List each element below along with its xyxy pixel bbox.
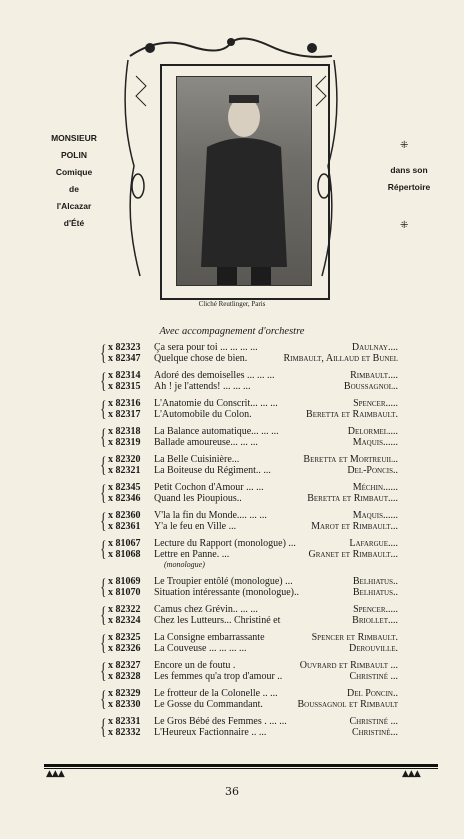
artist-name: Boussagnol.. — [343, 381, 398, 392]
record-number: x 82322 — [108, 604, 141, 615]
artist-name: Ouvrard et Rimbault ... — [299, 660, 398, 671]
artist-name: Rimbault, Aillaud et Bunel — [283, 353, 398, 364]
brace-icon: { — [100, 508, 107, 533]
record-row — [108, 398, 398, 409]
record-number: x 81068 — [108, 549, 141, 560]
record-row — [108, 370, 398, 381]
artist-name: Lafargue.... — [349, 538, 398, 549]
record-number: x 82318 — [108, 426, 141, 437]
left-line: d'Été — [63, 218, 85, 228]
song-title: L'Anatomie du Conscrit... ... ... — [154, 398, 278, 409]
record-row — [108, 671, 398, 682]
brace-icon: { — [100, 574, 107, 599]
record-row — [108, 615, 398, 626]
artist-name: Rimbault.... — [350, 370, 398, 381]
left-line: de — [69, 184, 79, 194]
song-title: Ballade amoureuse... ... ... — [154, 437, 258, 448]
record-row — [108, 409, 398, 420]
record-number: x 82324 — [108, 615, 141, 626]
song-title: Ça sera pour toi ... ... ... ... — [154, 342, 258, 353]
record-number: x 82361 — [108, 521, 141, 532]
record-row — [108, 437, 398, 448]
record-pair — [98, 688, 398, 710]
right-line: dans son — [390, 165, 428, 175]
record-row — [108, 538, 398, 549]
record-number: x 82317 — [108, 409, 141, 420]
right-line: Répertoire — [387, 182, 431, 192]
song-title: Lecture du Rapport (monologue) ... — [154, 538, 296, 549]
footer-rule — [44, 768, 438, 769]
record-row — [108, 632, 398, 643]
artist-name: Beretta et Raimbault. — [306, 409, 398, 420]
record-number: x 82347 — [108, 353, 141, 364]
song-title: La Couveuse ... ... ... ... — [154, 643, 247, 654]
record-row — [108, 716, 398, 727]
record-pair — [98, 426, 398, 448]
record-number: x 82331 — [108, 716, 141, 727]
record-pair — [98, 454, 398, 476]
song-title: Ah ! je l'attends! ... ... ... — [154, 381, 251, 392]
brace-icon: { — [100, 340, 107, 365]
song-title: La Balance automatique... ... ... — [154, 426, 279, 437]
song-title: Quelque chose de bien. — [154, 353, 248, 364]
record-row — [108, 688, 398, 699]
ornament-icon: ⁜ — [400, 220, 409, 231]
record-number: x 82320 — [108, 454, 141, 465]
brace-icon: { — [100, 686, 107, 711]
record-pair — [98, 716, 398, 738]
record-pair — [98, 660, 398, 682]
song-title: La Boiteuse du Régiment.. ... — [154, 465, 271, 476]
artist-name: Spencer et Rimbault. — [311, 632, 398, 643]
record-number: x 82326 — [108, 643, 141, 654]
brace-icon: { — [100, 602, 107, 627]
record-row — [108, 699, 398, 710]
song-title: Lettre en Panne. ... — [154, 549, 230, 560]
record-row — [108, 482, 398, 493]
artist-name: Maquis...... — [352, 437, 398, 448]
photo-caption: Cliché Reutlinger, Paris — [198, 300, 266, 308]
record-pair — [98, 510, 398, 532]
record-row — [108, 549, 398, 560]
record-number: x 82315 — [108, 381, 141, 392]
song-title: Encore un de foutu . — [154, 660, 236, 671]
song-title: Adoré des demoiselles ... ... ... — [154, 370, 275, 381]
record-row — [108, 576, 398, 587]
song-title: L'Automobile du Colon. — [154, 409, 252, 420]
triangle-ornament-icon: ▲▲▲ — [46, 769, 64, 779]
brace-icon: { — [100, 368, 107, 393]
artist-name: Boussagnol et Rimbault — [297, 699, 398, 710]
brace-icon: { — [100, 452, 107, 477]
artist-name: Daulnay.... — [351, 342, 398, 353]
record-number: x 82328 — [108, 671, 141, 682]
brace-icon: { — [100, 396, 107, 421]
record-list — [98, 342, 398, 744]
page-number: 36 — [225, 785, 239, 798]
record-number: x 82316 — [108, 398, 141, 409]
left-line: Comique — [55, 167, 93, 177]
right-label — [364, 162, 454, 196]
record-number: x 81067 — [108, 538, 141, 549]
song-title: Les femmes qu'a trop d'amour .. — [154, 671, 283, 682]
record-number: x 82330 — [108, 699, 141, 710]
artist-name: Del-Poncis.. — [347, 465, 398, 476]
artist-name: Derouville. — [349, 643, 398, 654]
record-number: x 82323 — [108, 342, 141, 353]
song-title: Situation intéressante (monologue).. — [154, 587, 299, 598]
song-title: Chez les Lutteurs... Christiné et — [154, 615, 281, 626]
record-row — [108, 342, 398, 353]
artist-name: Méchin...... — [352, 482, 398, 493]
record-number: x 82314 — [108, 370, 141, 381]
record-row — [108, 353, 398, 364]
record-pair — [98, 538, 398, 570]
artist-name: Marot et Rimbault... — [311, 521, 398, 532]
brace-icon: { — [100, 424, 107, 449]
record-number: x 82329 — [108, 688, 141, 699]
artist-name: Spencer..... — [353, 398, 398, 409]
record-number: x 81070 — [108, 587, 141, 598]
record-row — [108, 381, 398, 392]
artist-name: Christiné ... — [349, 716, 398, 727]
portrait-photo — [176, 76, 312, 286]
record-number: x 82332 — [108, 727, 141, 738]
artist-name: Granet et Rimbault... — [308, 549, 398, 560]
record-pair — [98, 482, 398, 504]
song-title: Le frotteur de la Colonelle .. ... — [154, 688, 278, 699]
record-pair — [98, 604, 398, 626]
brace-icon: { — [100, 480, 107, 505]
brace-icon: { — [100, 658, 107, 683]
record-row — [108, 454, 398, 465]
record-row — [108, 465, 398, 476]
record-row — [108, 521, 398, 532]
song-title: Camus chez Grévin.. ... ... — [154, 604, 258, 615]
record-row — [108, 510, 398, 521]
record-number: x 82346 — [108, 493, 141, 504]
record-row — [108, 587, 398, 598]
record-number: x 82319 — [108, 437, 141, 448]
record-pair — [98, 632, 398, 654]
song-title: Le Gros Bébé des Femmes . ... ... — [154, 716, 287, 727]
record-number: x 82345 — [108, 482, 141, 493]
record-pair — [98, 398, 398, 420]
brace-icon: { — [100, 714, 107, 739]
artist-name: Maquis...... — [352, 510, 398, 521]
artist-name: Spencer..... — [353, 604, 398, 615]
subtitle: Avec accompagnement d'orchestre — [159, 326, 305, 337]
artist-name: Beretta et Rimbaut.... — [307, 493, 398, 504]
song-title: La Belle Cuisinière... — [154, 454, 240, 465]
song-title: Y'a le feu en Ville ... — [154, 521, 237, 532]
left-label — [30, 130, 118, 232]
record-row — [108, 604, 398, 615]
record-row — [108, 660, 398, 671]
left-line: MONSIEUR — [51, 133, 97, 143]
record-pair — [98, 576, 398, 598]
brace-icon: { — [100, 630, 107, 655]
monologue-note: (monologue) — [164, 560, 205, 569]
artist-name: Beretta et Mortreuil.. — [303, 454, 398, 465]
song-title: Quand les Pioupious.. — [154, 493, 242, 504]
footer-rule — [44, 764, 438, 767]
artist-name: Christiné... — [351, 727, 398, 738]
record-number: x 82327 — [108, 660, 141, 671]
record-number: x 82325 — [108, 632, 141, 643]
record-pair — [98, 370, 398, 392]
record-number: x 82321 — [108, 465, 141, 476]
artist-name: Delormel.... — [347, 426, 398, 437]
artist-name: Belhiatus.. — [352, 576, 398, 587]
left-line: l'Alcazar — [56, 201, 92, 211]
song-title: Le Gosse du Commandant. — [154, 699, 263, 710]
record-row — [108, 727, 398, 738]
record-pair — [98, 342, 398, 364]
record-number: x 82360 — [108, 510, 141, 521]
artist-name: Briollet.... — [352, 615, 398, 626]
artist-name: Belhiatus.. — [352, 587, 398, 598]
artist-name: Christiné ... — [349, 671, 398, 682]
song-title: V'la la fin du Monde.... ... ... — [154, 510, 267, 521]
song-title: La Consigne embarrassante — [154, 632, 265, 643]
song-title: L'Heureux Factionnaire .. ... — [154, 727, 267, 738]
record-row — [108, 493, 398, 504]
record-number: x 81069 — [108, 576, 141, 587]
triangle-ornament-icon: ▲▲▲ — [402, 769, 420, 779]
brace-icon: { — [100, 536, 107, 561]
ornament-icon: ⁜ — [400, 140, 409, 151]
record-row — [108, 643, 398, 654]
song-title: Petit Cochon d'Amour ... ... — [154, 482, 264, 493]
song-title: Le Troupier entôlé (monologue) ... — [154, 576, 293, 587]
record-row — [108, 426, 398, 437]
artist-name: Del Poncin.. — [346, 688, 398, 699]
left-line: POLIN — [61, 150, 87, 160]
